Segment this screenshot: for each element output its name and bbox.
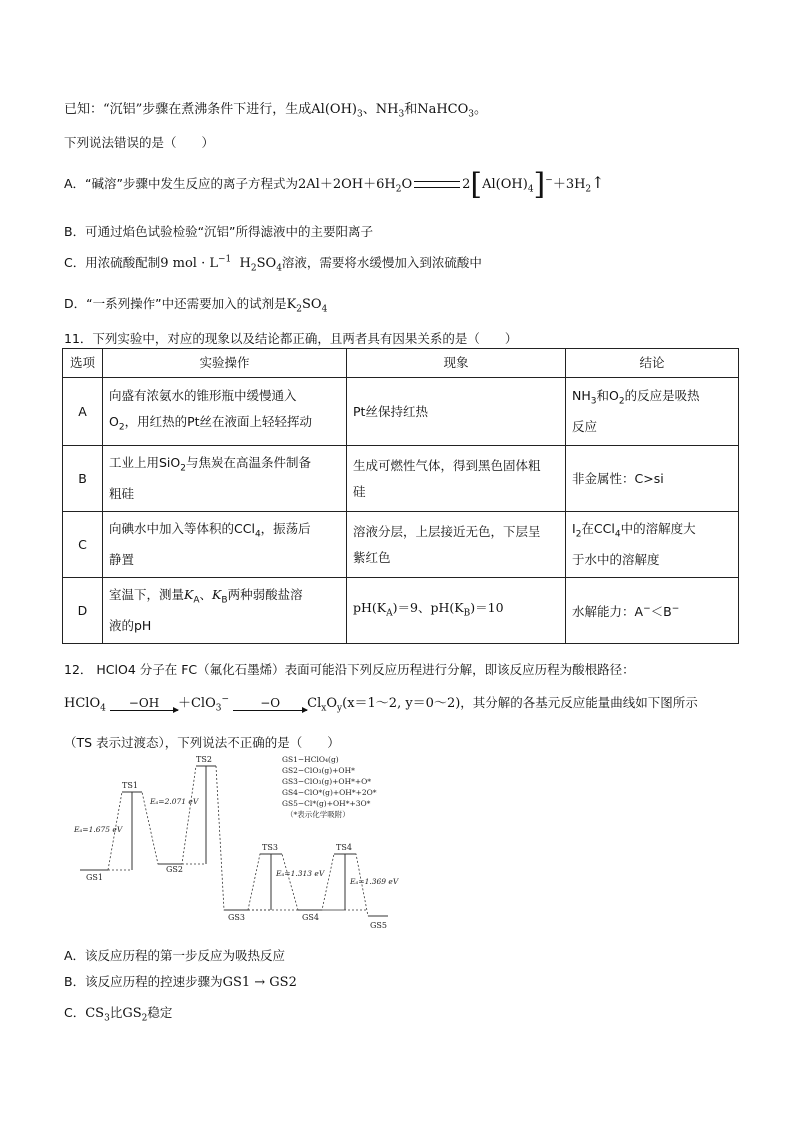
row-phenomenon: $pH(K_A)=9$、$pH(K_B)=10$ bbox=[347, 578, 566, 644]
table-row bbox=[63, 378, 739, 446]
formula-nh3: $NH_3$ bbox=[375, 102, 405, 120]
row-option: B bbox=[63, 446, 103, 512]
row-operation: 室温下，测量$K_A$、$K_B$两种弱酸盐溶 液的pH bbox=[103, 578, 347, 644]
reaction-arrow-icon: −OH bbox=[110, 697, 178, 711]
gas-arrow-icon: ↑ bbox=[591, 173, 605, 192]
header-operation: 实验操作 bbox=[103, 349, 347, 378]
formula-al-oh3: $Al(OH)_3$ bbox=[311, 102, 363, 120]
row-conclusion: $I_2$在CCl$_4$中的溶解度大 于水中的溶解度 bbox=[566, 512, 739, 578]
row-phenomenon: 溶液分层，上层接近无色，下层呈 紫红色 bbox=[347, 512, 566, 578]
gs1-label: GS1 bbox=[86, 873, 103, 882]
q12-line2: （TS 表示过渡态），下列说法不正确的是（ ） bbox=[64, 735, 340, 750]
q12-path: HClO$_4$ −OH ＋ClO$_3$− −O $Cl_xO_y(x=1\sim 2$, y＝0～2)，其分解的各基元反应能量曲线如下图所示 bbox=[64, 694, 698, 714]
ea4-label: Eₐ=1.369 eV bbox=[350, 877, 399, 886]
svg-text:GS3−ClO₃(g)+OH*+O*: GS3−ClO₃(g)+OH*+O* bbox=[282, 777, 372, 786]
svg-text:（*表示化学吸附）: （*表示化学吸附） bbox=[286, 810, 350, 819]
row-phenomenon: 生成可燃性气体，得到黑色固体粗 硅 bbox=[347, 446, 566, 512]
known-text: 已知：“沉铝”步骤在煮沸条件下进行，生成 bbox=[64, 102, 312, 117]
row-phenomenon: Pt丝保持红热 bbox=[347, 378, 566, 446]
gs4-label: GS4 bbox=[302, 913, 319, 922]
row-option: D bbox=[63, 578, 103, 644]
end-punct: 。 bbox=[474, 102, 488, 117]
sep: 、 bbox=[362, 102, 376, 117]
row-operation: 工业上用SiO$_2$与焦炭在高温条件制备 粗硅 bbox=[103, 446, 347, 512]
row-conclusion: $NH_3$和$O_2$的反应是吸热 反应 bbox=[566, 378, 739, 446]
ts4-label: TS4 bbox=[336, 843, 352, 852]
q11-stem: 11．下列实验中，对应的现象以及结论都正确，且两者具有因果关系的是（ ） bbox=[64, 331, 518, 346]
row-conclusion: 非金属性：C>si bbox=[566, 446, 739, 512]
table-row bbox=[63, 446, 739, 512]
legend bbox=[282, 755, 377, 819]
known-line bbox=[64, 98, 487, 120]
gs2-label: GS2 bbox=[166, 865, 183, 874]
q10-option-b: B．可通过焰色试验检验“沉铝”所得滤液中的主要阳离子 bbox=[64, 224, 374, 239]
svg-text:GS4−ClO*(g)+OH*+2O*: GS4−ClO*(g)+OH*+2O* bbox=[282, 788, 377, 797]
table-row bbox=[63, 512, 739, 578]
q12-option-b: B．该反应历程的控速步骤为GS1 → GS2 bbox=[64, 974, 297, 990]
row-operation: 向碘水中加入等体积的CCl$_4$，振荡后 静置 bbox=[103, 512, 347, 578]
energy-profile-diagram bbox=[60, 752, 400, 936]
q10-option-d: D．“一系列操作”中还需要加入的试剂是$K_2SO_4$ bbox=[64, 296, 328, 315]
reaction-arrow-icon: −O bbox=[233, 697, 307, 711]
svg-text:GS2−ClO₃(g)+OH*: GS2−ClO₃(g)+OH* bbox=[282, 766, 355, 775]
header-conclusion: 结论 bbox=[566, 349, 739, 378]
ts3-label: TS3 bbox=[262, 843, 278, 852]
q10-option-a: A．“碱溶”步骤中发生反应的离子方程式为$2Al+2OH+6H_2O$ $2[Al(OH)_4]^-+3H_2↑$ bbox=[64, 167, 605, 202]
svg-text:GS5−Cl*(g)+OH*+3O*: GS5−Cl*(g)+OH*+3O* bbox=[282, 799, 371, 808]
q12-option-c: C．$CS_3$比$GS_2$稳定 bbox=[64, 1005, 173, 1024]
and-text: 和 bbox=[404, 102, 418, 117]
row-option: C bbox=[63, 512, 103, 578]
ea1-label: Eₐ=1.675 eV bbox=[74, 825, 123, 834]
q11-table bbox=[62, 348, 739, 644]
ea3-label: Eₐ=1.313 eV bbox=[276, 869, 325, 878]
ts2-label: TS2 bbox=[196, 755, 212, 764]
q10-option-c: C．用浓硫酸配制9 mol · $L^{-1}$ $H_2SO_4$溶液，需要将水缓慢加入到浓硫酸中 bbox=[64, 254, 482, 274]
svg-text:GS1−HClO₄(g): GS1−HClO₄(g) bbox=[282, 755, 339, 764]
q12-stem: 12． HClO4 分子在 FC（氟化石墨烯）表面可能沿下列反应历程进行分解，即该反应历程为酸根路径： bbox=[64, 662, 635, 677]
q12-option-a: A．该反应历程的第一步反应为吸热反应 bbox=[64, 948, 286, 963]
gs5-label: GS5 bbox=[370, 921, 387, 930]
row-option: A bbox=[63, 378, 103, 446]
header-option: 选项 bbox=[63, 349, 103, 378]
formula-nahco3: NaHCO$_3$ bbox=[417, 102, 475, 120]
row-conclusion: 水解能力：A−＜B− bbox=[566, 578, 739, 644]
equals-sign bbox=[414, 181, 460, 188]
q10-stem: 下列说法错误的是（ ） bbox=[64, 135, 215, 150]
ea2-label: Eₐ=2.071 eV bbox=[150, 797, 199, 806]
table-header-row bbox=[63, 349, 739, 378]
header-phenomenon: 现象 bbox=[347, 349, 566, 378]
row-operation: 向盛有浓氨水的锥形瓶中缓慢通入 $O_2$，用红热的Pt丝在液面上轻轻挥动 bbox=[103, 378, 347, 446]
gs3-label: GS3 bbox=[228, 913, 245, 922]
table-row bbox=[63, 578, 739, 644]
ts1-label: TS1 bbox=[122, 781, 138, 790]
